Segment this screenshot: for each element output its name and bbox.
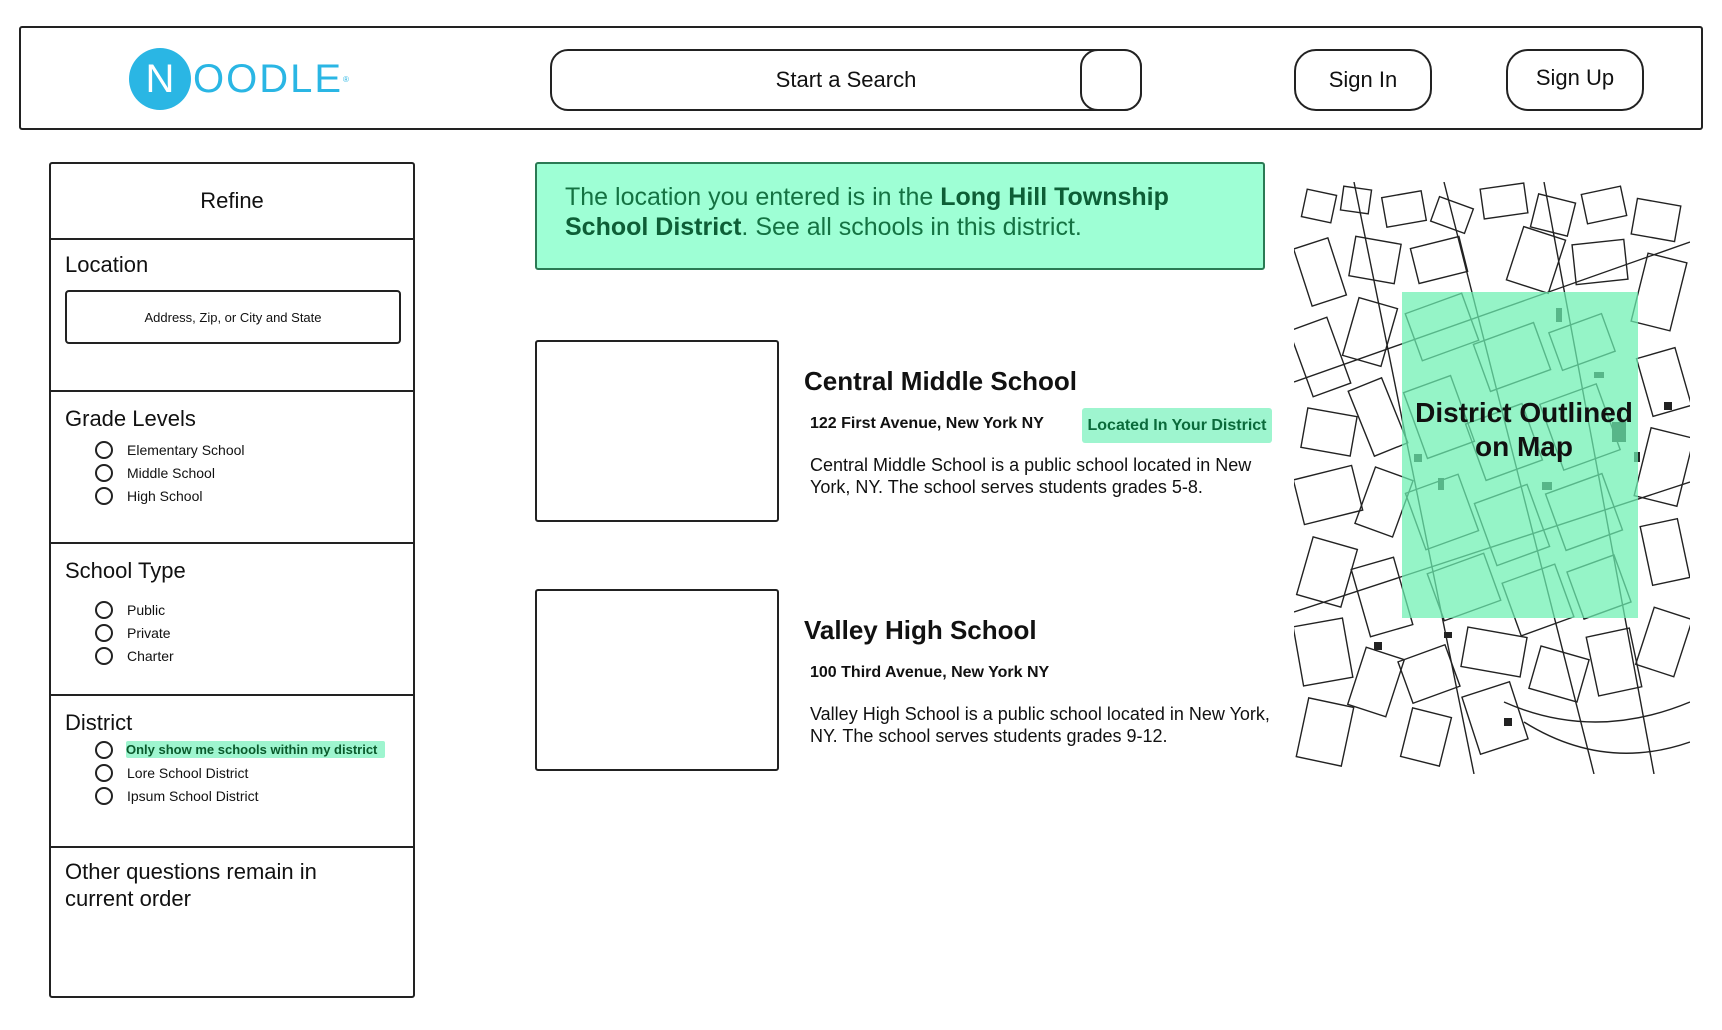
district-option-mine[interactable] — [95, 738, 385, 761]
school-name[interactable]: Central Middle School — [804, 366, 1078, 396]
district-banner — [535, 162, 1265, 270]
school-description: Valley High School is a public school located in New York, NY. The school serves students grades 9-12. — [810, 704, 1270, 746]
search-label: Start a Search — [775, 67, 917, 92]
school-thumbnail[interactable] — [535, 589, 779, 771]
type-option-charter[interactable] — [95, 644, 174, 667]
option-label: Charter — [127, 647, 174, 664]
refine-panel — [49, 162, 415, 998]
other-questions-section — [51, 846, 413, 996]
option-label-highlighted: Only show me schools within my district — [126, 741, 385, 758]
location-section — [51, 238, 413, 390]
district-map[interactable] — [1294, 182, 1690, 774]
map-overlay-label: District Outlined on Map — [1415, 397, 1633, 462]
option-label: Public — [127, 601, 166, 618]
option-label: High School — [127, 487, 203, 504]
location-placeholder: Address, Zip, or City and State — [144, 309, 322, 325]
option-label: Ipsum School District — [127, 787, 259, 804]
school-name[interactable]: Valley High School — [804, 615, 1037, 645]
district-options — [95, 738, 385, 807]
type-option-private[interactable] — [95, 621, 174, 644]
school-type-options — [95, 598, 174, 667]
banner-suffix: . See all schools in this district. — [741, 213, 1082, 241]
grade-option-high[interactable] — [95, 484, 245, 507]
school-type-title: School Type — [65, 558, 186, 583]
district-title: District — [65, 710, 133, 735]
banner-district-link[interactable]: Long Hill Township School District — [565, 183, 1169, 241]
sign-in-button[interactable]: Sign In — [1294, 49, 1432, 111]
radio-button[interactable] — [95, 464, 113, 482]
district-option-ipsum[interactable] — [95, 784, 385, 807]
sign-up-button[interactable]: Sign Up — [1506, 49, 1644, 111]
logo-registered-mark: ® — [343, 74, 349, 84]
other-questions-note: Other questions remain in current order — [65, 859, 317, 911]
top-header — [19, 26, 1703, 130]
radio-button[interactable] — [95, 787, 113, 805]
type-option-public[interactable] — [95, 598, 174, 621]
district-section — [51, 694, 413, 846]
location-input[interactable] — [65, 290, 401, 344]
radio-button[interactable] — [95, 487, 113, 505]
school-description: Central Middle School is a public school located in New York, NY. The school serves students grades 5-8. — [810, 455, 1252, 497]
school-address: 122 First Avenue, New York NY — [810, 415, 1044, 432]
refine-title: Refine — [200, 188, 264, 213]
grade-option-elementary[interactable] — [95, 438, 245, 461]
option-label: Middle School — [127, 464, 215, 481]
search-button[interactable] — [1080, 49, 1142, 111]
grade-option-middle[interactable] — [95, 461, 245, 484]
radio-button[interactable] — [95, 441, 113, 459]
radio-button[interactable] — [95, 647, 113, 665]
school-type-section — [51, 542, 413, 694]
grade-levels-section — [51, 390, 413, 542]
logo-circle: N — [129, 48, 191, 110]
district-option-lore[interactable] — [95, 761, 385, 784]
radio-button[interactable] — [95, 741, 113, 759]
radio-button[interactable] — [95, 764, 113, 782]
grade-levels-options — [95, 438, 245, 507]
in-district-badge: Located In Your District — [1082, 408, 1272, 443]
radio-button[interactable] — [95, 601, 113, 619]
radio-button[interactable] — [95, 624, 113, 642]
noodle-logo[interactable] — [129, 48, 349, 110]
option-label: Elementary School — [127, 441, 245, 458]
grade-levels-title: Grade Levels — [65, 406, 196, 431]
school-address: 100 Third Avenue, New York NY — [810, 664, 1050, 681]
banner-prefix: The location you entered is in the — [565, 183, 941, 211]
school-thumbnail[interactable] — [535, 340, 779, 522]
logo-wordmark: OODLE — [193, 56, 344, 101]
option-label: Lore School District — [127, 764, 249, 781]
location-title: Location — [65, 252, 149, 277]
search-bar[interactable] — [550, 49, 1142, 111]
option-label: Private — [127, 624, 171, 641]
